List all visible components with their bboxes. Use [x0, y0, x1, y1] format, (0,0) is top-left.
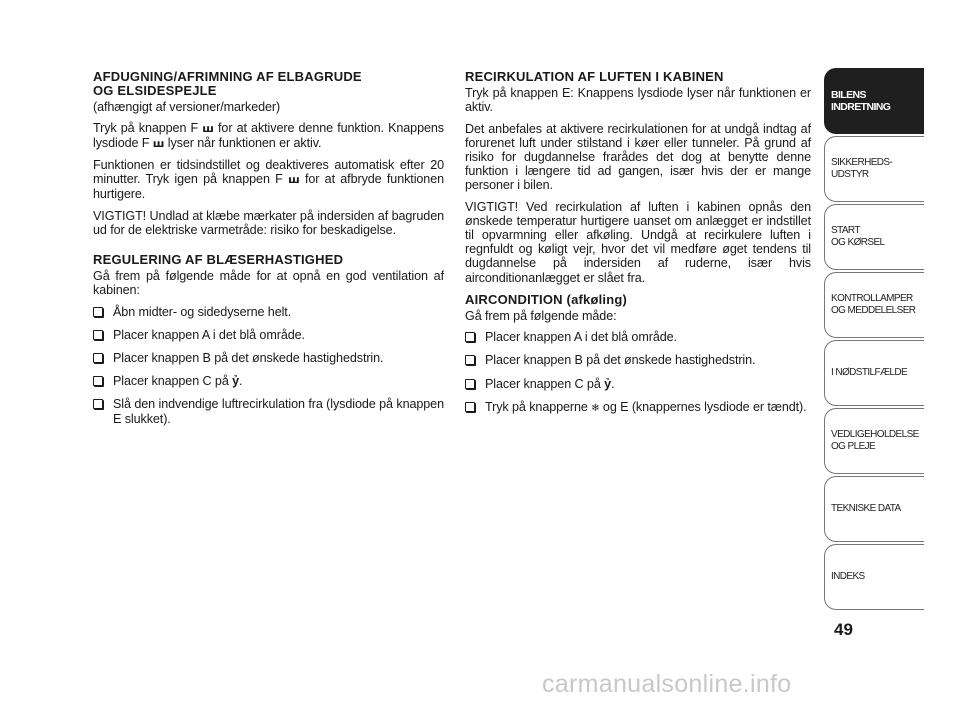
- checkbox-bullet-icon: [465, 402, 475, 412]
- checkbox-bullet-icon: [465, 332, 475, 342]
- list-item: Tryk på knapperne ❄ og E (knappernes lysdiode er tændt).: [465, 400, 811, 416]
- watermark: carmanualsonline.info: [542, 670, 792, 698]
- defrost-icon: ꟺ: [152, 136, 165, 150]
- defrost-icon: ꟺ: [288, 173, 300, 187]
- snowflake-icon: ❄: [591, 402, 600, 414]
- defrost-warning: VIGTIGT! Undlad at klæbe mærkater på indersiden af bagruden ud for de elektriske varmetråde: risiko for beskadigelse.: [93, 208, 444, 237]
- face-vent-icon: ỷ: [604, 376, 612, 391]
- aircondition-heading: AIRCONDITION (afkøling): [465, 291, 628, 307]
- checkbox-bullet-icon: [93, 399, 103, 409]
- list-item: Åbn midter- og sidedyserne helt.: [93, 305, 444, 319]
- fan-speed-intro: Gå frem på følgende måde for at opnå en god ventilation af kabinen:: [93, 269, 444, 298]
- checkbox-bullet-icon: [93, 307, 103, 317]
- defrost-paragraph-2: Funktionen er tidsindstillet og deaktiveres automatisk efter 20 minutter. Tryk igen på knappen F ꟺ for at afbryde funktionen hurtigere.: [93, 158, 445, 202]
- list-item: Placer knappen C på ỷ.: [465, 377, 811, 391]
- list-item: Placer knappen B på det ønskede hastighedstrin.: [465, 353, 811, 367]
- tab-i-nodstilfaelde[interactable]: I NØDSTILFÆLDE: [824, 340, 924, 406]
- recirculation-heading: RECIRKULATION AF LUFTEN I KABINEN: [465, 69, 724, 84]
- face-vent-icon: ỷ: [232, 374, 240, 389]
- right-column: [465, 70, 811, 425]
- defrost-icon: ꟺ: [202, 121, 214, 135]
- fan-speed-steps: [93, 305, 444, 426]
- recirculation-paragraph-1: Tryk på knappen E: Knappens lysdiode lyser når funktionen er aktiv.: [465, 86, 811, 115]
- list-item: Placer knappen A i det blå område.: [93, 328, 444, 342]
- tab-kontrollamper[interactable]: KONTROLLAMPER OG MEDDELELSER: [824, 272, 924, 338]
- checkbox-bullet-icon: [465, 379, 475, 389]
- checkbox-bullet-icon: [93, 353, 103, 363]
- recirculation-paragraph-2: Det anbefales at aktivere recirkulationen for at undgå indtag af forurenet luft under stilstand i køer eller tunneler. På grund af risiko for dugdannelse frarådes det dog at benytte denne funktion i længere tid ad gangen, især hvis der er mange personer i bilen.: [465, 121, 811, 193]
- left-column: [93, 70, 444, 435]
- list-item: Placer knappen C på ỷ.: [93, 374, 444, 388]
- recirculation-warning: VIGTIGT! Ved recirkulation af luften i kabinen opnås den ønskede temperatur hurtigere uanset om anlægget er indstillet til opvarmning eller afkøling. Undgå at recirkulere luften i regnfuldt og køligt vejr, hvor det vil medføre øget tendens til dugdannelse på indersiden af ruderne, især hvis airconditionanlægget er slået fra.: [465, 199, 811, 285]
- tab-vedligeholdelse[interactable]: VEDLIGEHOLDELSE OG PLEJE: [824, 408, 924, 474]
- list-item: Placer knappen B på det ønskede hastighedstrin.: [93, 351, 444, 365]
- tab-indeks[interactable]: INDEKS: [824, 544, 924, 610]
- defrost-subheading: (afhængigt af versioner/markeder): [93, 100, 281, 115]
- tab-sikkerhedsudstyr[interactable]: SIKKERHEDS- UDSTYR: [824, 136, 924, 202]
- list-item: Placer knappen A i det blå område.: [465, 330, 811, 344]
- page-number: 49: [834, 620, 853, 639]
- checkbox-bullet-icon: [465, 355, 475, 365]
- aircondition-steps: [465, 330, 811, 416]
- list-item: Slå den indvendige luftrecirkulation fra (lysdiode på knappen E slukket).: [93, 397, 444, 425]
- checkbox-bullet-icon: [93, 330, 103, 340]
- fan-speed-heading: REGULERING AF BLÆSERHASTIGHED: [93, 252, 344, 268]
- tab-start-og-korsel[interactable]: START OG KØRSEL: [824, 204, 924, 270]
- checkbox-bullet-icon: [93, 376, 103, 386]
- defrost-paragraph-1: Tryk på knappen F ꟺ for at aktivere denne funktion. Knappens lysdiode F ꟺ lyser når funktionen er aktiv.: [93, 120, 444, 150]
- tab-bilens-indretning[interactable]: BILENS INDRETNING: [824, 68, 924, 134]
- defrost-heading: AFDUGNING/AFRIMNING AF ELBAGRUDE OG ELSIDESPEJLE: [93, 69, 362, 99]
- tab-tekniske-data[interactable]: TEKNISKE DATA: [824, 476, 924, 542]
- aircondition-intro: Gå frem på følgende måde:: [465, 309, 617, 324]
